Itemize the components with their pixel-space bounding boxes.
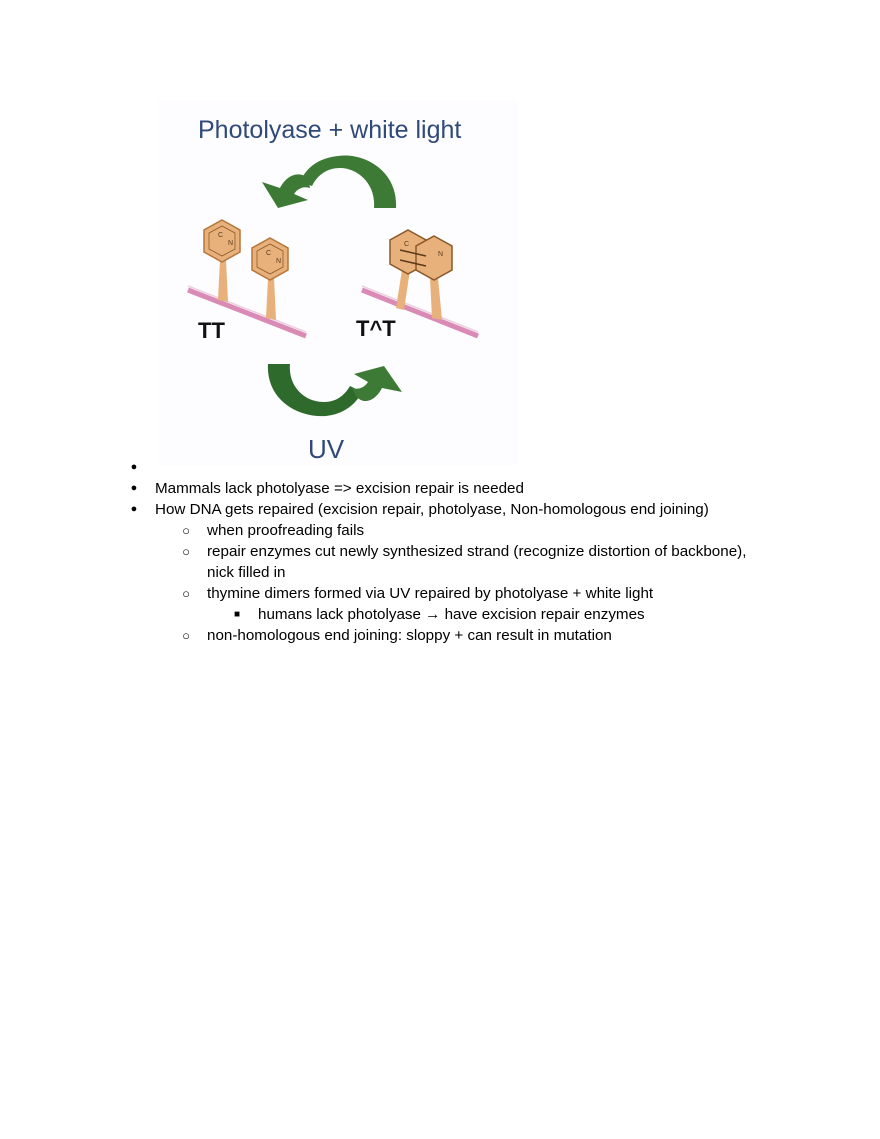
right-dimer-ring-2 xyxy=(416,236,452,280)
top-arrow-right-arc xyxy=(300,155,396,208)
top-cycle-arrow xyxy=(262,155,396,208)
svg-text:C: C xyxy=(218,232,224,239)
svg-text:N: N xyxy=(438,251,444,258)
list-item-text: Mammals lack photolyase => excision repair is needed xyxy=(155,480,524,497)
bottom-arrow-head xyxy=(352,366,402,401)
sub-list-item-text: when proofreading fails xyxy=(207,522,365,539)
svg-text:N: N xyxy=(228,240,234,247)
bullet-disc: ● xyxy=(130,503,138,515)
figure-bottom-label: UV xyxy=(308,434,345,464)
bullet-circle: ○ xyxy=(182,544,190,559)
bullet-circle: ○ xyxy=(182,586,190,601)
left-stalk-2 xyxy=(266,278,276,320)
bullet-circle: ○ xyxy=(182,523,190,538)
left-label: TT xyxy=(198,318,225,343)
bullet-disc: ● xyxy=(130,461,138,473)
bullet-disc: ● xyxy=(130,482,138,494)
svg-text:C: C xyxy=(266,250,272,257)
bottom-cycle-arrow xyxy=(268,364,402,416)
top-arrow-head xyxy=(262,174,310,208)
sub-list-item-text: repair enzymes cut newly synthesized strand (recognize distortion of backbone), xyxy=(207,543,747,560)
bottom-arrow-left-arc xyxy=(268,364,362,416)
thymine-dimer-diagram xyxy=(158,100,518,465)
sub-sub-list-item-text: humans lack photolyase → have excision repair enzymes xyxy=(258,606,645,623)
svg-text:C: C xyxy=(404,241,410,248)
left-stalk-1 xyxy=(218,260,228,302)
list-item-text: How DNA gets repaired (excision repair, photolyase, Non-homologous end joining) xyxy=(155,501,709,518)
figure-top-label: Photolyase + white light xyxy=(198,116,462,144)
svg-text:N: N xyxy=(276,258,282,265)
right-label: T^T xyxy=(356,316,396,341)
bullet-square: ■ xyxy=(233,609,241,620)
right-stalk-2 xyxy=(430,278,442,320)
thymine-dimer-figure xyxy=(158,100,518,465)
sub-list-item-text: non-homologous end joining: sloppy + can result in mutation xyxy=(207,627,612,644)
right-thymine-dimer xyxy=(356,230,478,341)
sub-list-item-text: thymine dimers formed via UV repaired by photolyase + white light xyxy=(207,585,654,602)
bullet-circle: ○ xyxy=(182,628,190,643)
left-thymine-pair xyxy=(188,220,306,343)
